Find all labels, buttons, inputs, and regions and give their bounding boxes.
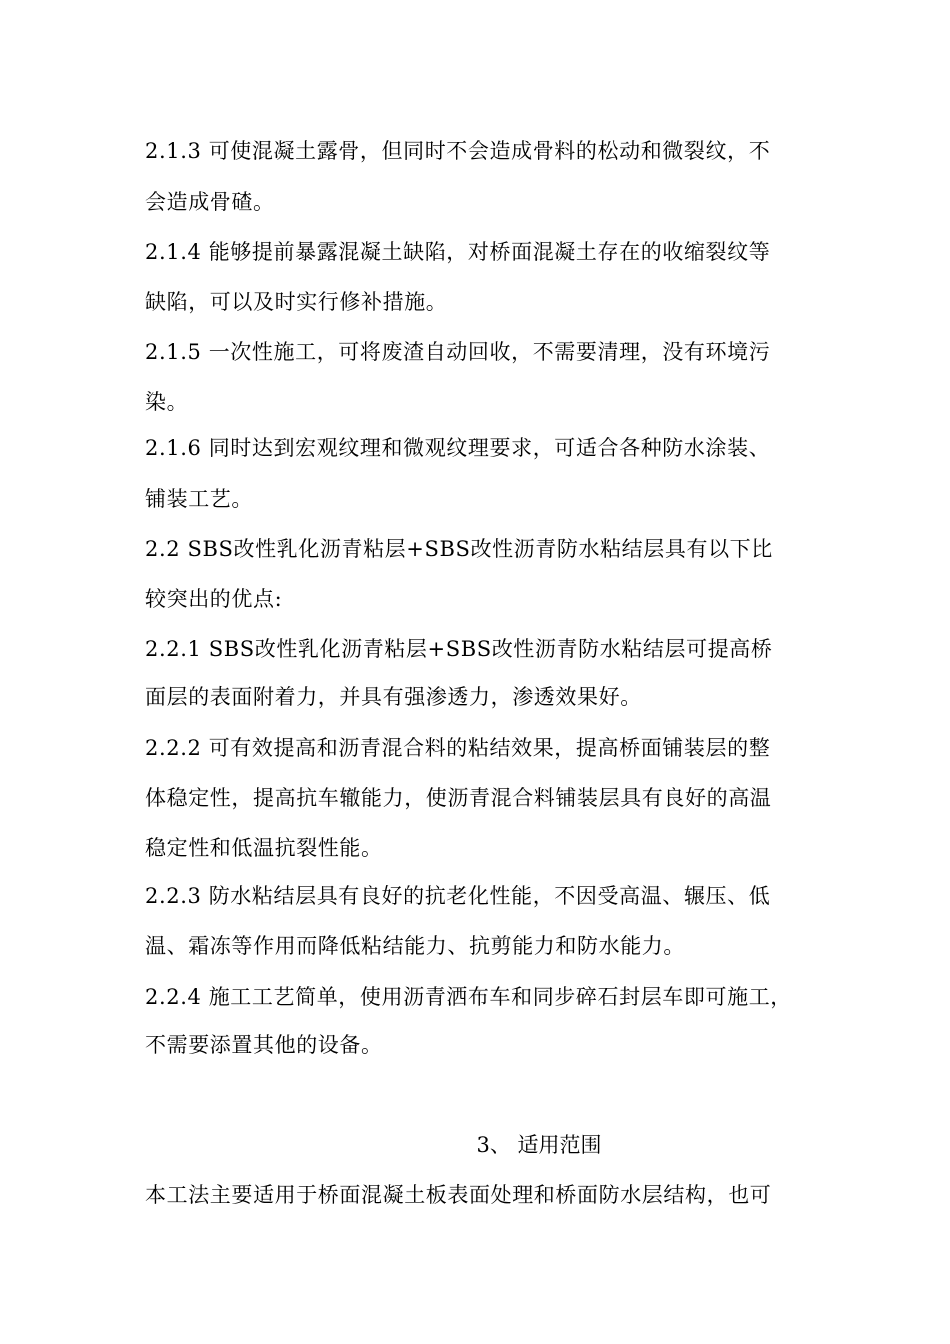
paragraph-2-2-line-2: 较突出的优点: (145, 587, 283, 611)
paragraph-2-1-3-line-2: 会造成骨碴。 (145, 190, 275, 214)
paragraph-2-1-5-line-1: 2.1.5 一次性施工，可将废渣自动回收，不需要清理，没有环境污 (145, 340, 771, 364)
paragraph-2-2-2-line-3: 稳定性和低温抗裂性能。 (145, 836, 383, 860)
paragraph-2-1-5-line-2: 染。 (145, 390, 189, 414)
paragraph-2-1-6-line-1: 2.1.6 同时达到宏观纹理和微观纹理要求，可适合各种防水涂装、 (145, 436, 771, 460)
paragraph-2-1-3-line-1: 2.1.3 可使混凝土露骨，但同时不会造成骨料的松动和微裂纹，不 (145, 139, 771, 163)
paragraph-2-1-4-line-2: 缺陷，可以及时实行修补措施。 (145, 290, 448, 314)
paragraph-2-2-1-line-2: 面层的表面附着力，并具有强渗透力，渗透效果好。 (145, 685, 642, 709)
paragraph-2-2-3-line-1: 2.2.3 防水粘结层具有良好的抗老化性能，不因受高温、辗压、低 (145, 884, 771, 908)
paragraph-2-2-4-line-1: 2.2.4 施工工艺简单，使用沥青洒布车和同步碎石封层车即可施工， (145, 985, 792, 1009)
paragraph-2-2-1-line-1: 2.2.1 SBS改性乳化沥青粘层+SBS改性沥青防水粘结层可提高桥 (145, 637, 773, 661)
section-body-line-1: 本工法主要适用于桥面混凝土板表面处理和桥面防水层结构，也可 (145, 1183, 772, 1207)
paragraph-2-2-3-line-2: 温、霜冻等作用而降低粘结能力、抗剪能力和防水能力。 (145, 934, 685, 958)
paragraph-2-2-4-line-2: 不需要添置其他的设备。 (145, 1033, 383, 1057)
section-heading-text: 3、 适用范围 (476, 1133, 602, 1157)
paragraph-2-1-6-line-2: 铺装工艺。 (145, 487, 253, 511)
paragraph-2-2-2-line-1: 2.2.2 可有效提高和沥青混合料的粘结效果，提高桥面铺装层的整 (145, 736, 771, 760)
paragraph-2-2-line-1: 2.2 SBS改性乳化沥青粘层+SBS改性沥青防水粘结层具有以下比 (145, 537, 773, 561)
paragraph-2-1-4-line-1: 2.1.4 能够提前暴露混凝土缺陷，对桥面混凝土存在的收缩裂纹等 (145, 240, 771, 264)
section-heading (0, 1130, 950, 1160)
paragraph-2-2-2-line-2: 体稳定性，提高抗车辙能力，使沥青混合料铺装层具有良好的高温 (145, 786, 772, 810)
